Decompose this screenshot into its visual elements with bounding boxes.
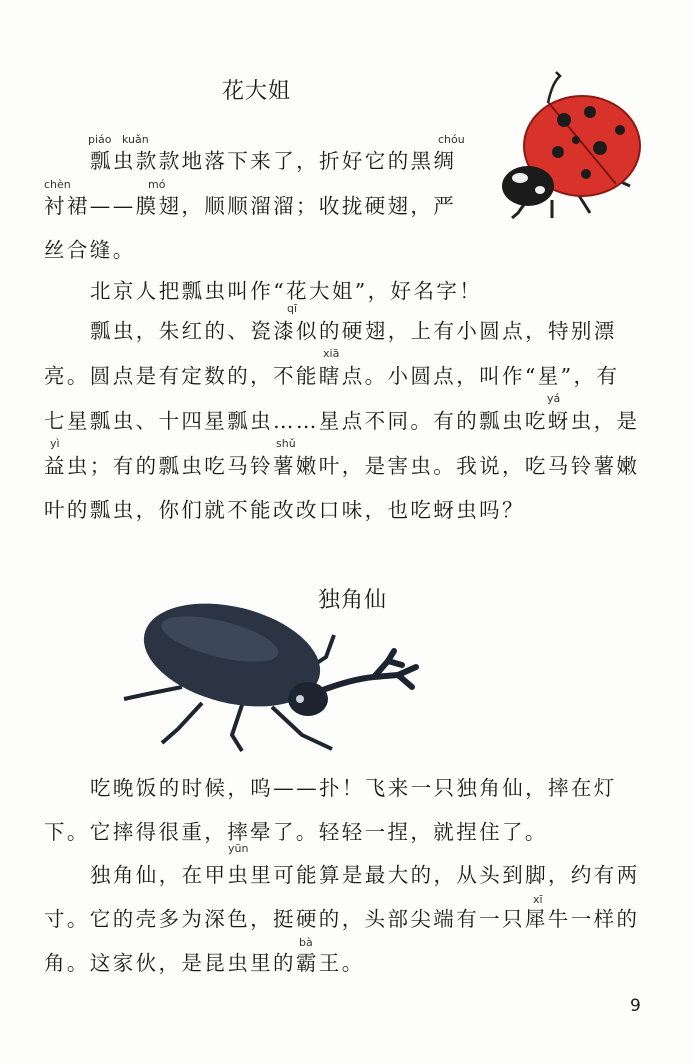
pinyin-chen: chèn [44,178,71,191]
pinyin-piao: piáo [88,133,112,146]
text-line: 角。这家伙，是昆虫里的霸王。 [44,951,365,975]
pinyin-yi: yì [50,437,60,450]
text-line: 瓢虫款款地落下来了，折好它的黑绸 [90,149,457,173]
text-line: 独角仙，在甲虫里可能算是最大的，从头到脚，约有两 [90,863,640,887]
pinyin-xia: xiā [323,347,340,360]
section-title-beetle: 独角仙 [318,588,388,613]
text-line: 北京人把瓢虫叫作“花大姐”，好名字！ [90,279,483,303]
pinyin-ba: bà [299,936,313,949]
pinyin-shu: shǔ [276,437,296,450]
text-line: 益虫；有的瓢虫吃马铃薯嫩叶，是害虫。我说，吃马铃薯嫩 [44,454,640,478]
text-line: 瓢虫，朱红的、瓷漆似的硬翅，上有小圆点，特别漂 [90,319,617,343]
text-line: 七星瓢虫、十四星瓢虫……星点不同。有的瓢虫吃蚜虫，是 [44,409,640,433]
rhinoceros-beetle-illustration [112,595,432,765]
text-line: 下。它摔得很重，摔晕了。轻轻一捏，就捏住了。 [44,820,548,844]
text-line: 亮。圆点是有定数的，不能瞎点。小圆点，叫作“星”，有 [44,364,620,388]
ladybug-illustration [490,68,650,228]
text-line: 丝合缝。 [44,238,136,262]
section-title-ladybug: 花大姐 [222,79,292,104]
page-number: 9 [630,996,641,1016]
text-line: 寸。它的壳多为深色，挺硬的，头部尖端有一只犀牛一样的 [44,907,640,931]
text-line: 衬裙——膜翅，顺顺溜溜；收拢硬翅，严 [44,194,457,218]
pinyin-mo: mó [148,178,166,191]
text-line: 叶的瓢虫，你们就不能改改口味，也吃蚜虫吗？ [44,498,525,522]
pinyin-chou: chóu [438,133,465,146]
pinyin-yun: yūn [228,842,249,855]
pinyin-xi: xī [533,893,543,906]
pinyin-qi: qī [287,302,298,315]
pinyin-ya: yá [547,392,561,405]
pinyin-kuan: kuǎn [122,133,149,146]
text-line: 吃晚饭的时候，呜——扑！飞来一只独角仙，摔在灯 [90,776,617,800]
